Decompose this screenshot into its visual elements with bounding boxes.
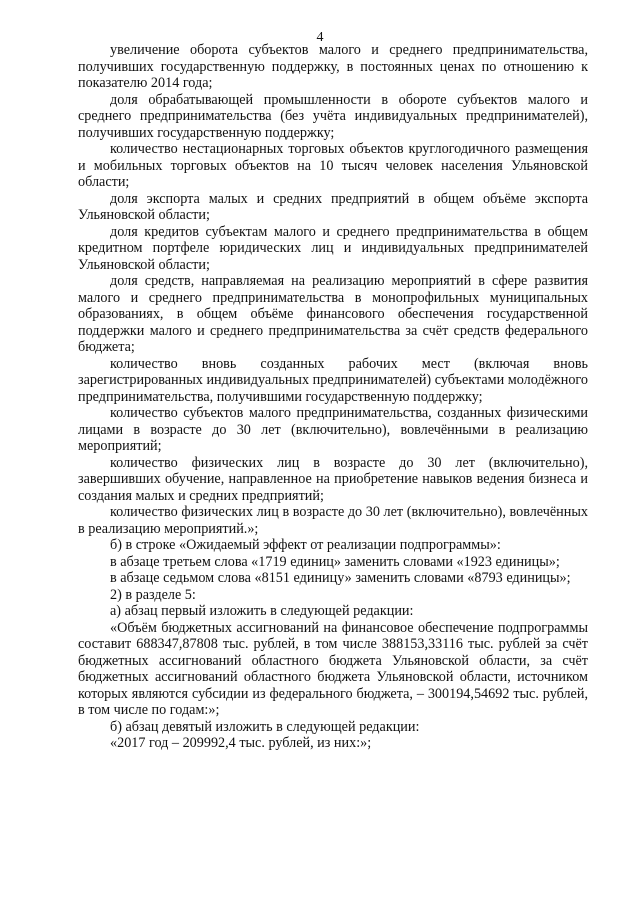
paragraph: увеличение оборота субъектов малого и среднего предпринимательства, получивших государственную поддержку, в постоянных ценах по отношению к показателю 2014 года; [78, 42, 588, 91]
paragraph: б) в строке «Ожидаемый эффект от реализации подпрограммы»: [110, 537, 501, 553]
paragraph: а) абзац первый изложить в следующей редакции: [110, 603, 414, 619]
paragraph: доля обрабатывающей промышленности в обороте субъектов малого и среднего предпринимательства (без учёта индивидуальных предпринимателей), получивших государственную поддержку; [78, 91, 588, 141]
paragraph: доля экспорта малых и средних предприятий в общем объёме экспорта Ульяновской области; [78, 190, 588, 223]
paragraph: б) абзац девятый изложить в следующей редакции: [110, 718, 420, 735]
paragraph: количество нестационарных торговых объектов круглогодичного размещения и мобильных торговых объектов на 10 тысяч человек населения Ульяновской области; [78, 141, 588, 190]
paragraph: «2017 год – 209992,4 тыс. рублей, из них:»; [110, 735, 372, 751]
paragraph: в абзаце седьмом слова «8151 единицу» заменить словами «8793 единицы»; [110, 570, 571, 586]
paragraph: количество физических лиц в возрасте до 30 лет (включительно), завершивших обучение, направленное на приобретение навыков ведения бизнеса и создания малых и средних предприятий; [78, 454, 588, 504]
paragraph: количество вновь созданных рабочих мест (включая вновь зарегистрированных индивидуальных предпринимателей) субъектами молодёжного предпринимательства, получившими государственную поддержку; [78, 355, 588, 405]
paragraph: доля средств, направляемая на реализацию мероприятий в сфере развития малого и среднего предпринимательства в монопрофильных муниципальных образованиях, в общем объёме финансового обеспечения государственной поддержки малого и среднего предпринимательства за счёт средств федерального бюджета; [78, 273, 588, 355]
paragraph: в абзаце третьем слова «1719 единиц» заменить словами «1923 единицы»; [110, 553, 560, 570]
document-body [78, 42, 588, 752]
paragraph: 2) в разделе 5: [110, 586, 196, 603]
paragraph: доля кредитов субъектам малого и среднего предпринимательства в общем кредитном портфеле юридических лиц и индивидуальных предпринимателей Ульяновской области; [78, 223, 588, 273]
page-number: 4 [316, 30, 324, 45]
paragraph: количество физических лиц в возрасте до 30 лет (включительно), вовлечённых в реализацию мероприятий.»; [78, 504, 588, 537]
paragraph: «Объём бюджетных ассигнований на финансовое обеспечение подпрограммы составит 688347,87808 тыс. рублей, в том числе 388153,33116 тыс. рублей за счёт бюджетных ассигнований областного бюджета Ульяновской области, за счёт бюджетных ассигнований областного бюджета Ульяновской области, источником которых являются субсидии из федерального бюджета, – 300194,54692 тыс. рублей, в том числе по годам:»; [78, 619, 588, 718]
paragraph: количество субъектов малого предпринимательства, созданных физическими лицами в возрасте до 30 лет (включительно), вовлечёнными в реализацию мероприятий; [78, 405, 588, 454]
